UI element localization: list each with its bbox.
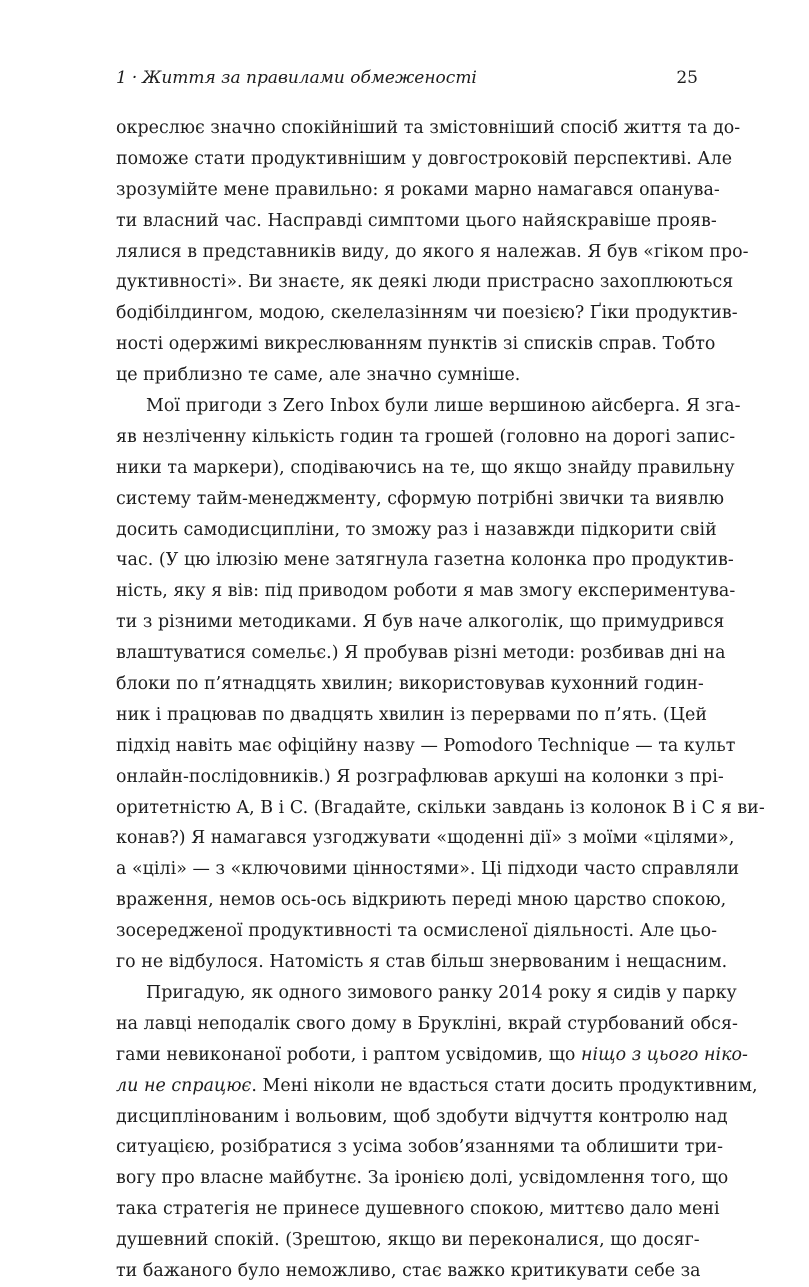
text-line: душевний спокій. (Зрештою, якщо ви переконалися, що досяг- xyxy=(116,1230,700,1251)
chapter-number: 1 xyxy=(116,68,127,88)
text-line: ти власний час. Насправді симптоми цього найяскравіше прояв- xyxy=(116,210,717,231)
text-line: влаштуватися сомельє.) Я пробував різні методи: розбивав дні на xyxy=(116,643,726,664)
text-line: така стратегія не принесе душевного спокою, миттєво дало мені xyxy=(116,1199,720,1220)
text-line: блоки по п’ятнадцять хвилин; використовував кухонний годин- xyxy=(116,674,704,695)
text-line: яв незліченну кількість годин та грошей (головно на дорогі запис- xyxy=(116,426,736,447)
text-line: ники та маркери), сподіваючись на те, що якщо знайду правильну xyxy=(116,457,735,478)
italic-fragment: ли не спрацює xyxy=(116,1075,252,1096)
text-line xyxy=(116,1071,758,1102)
text-line: ність, яку я вів: під приводом роботи я мав змогу експериментува- xyxy=(116,581,736,602)
text-line: дисциплінованим і вольовим, щоб здобути відчуття контролю над xyxy=(116,1106,728,1127)
text-fragment: гами невиконаної роботи, і раптом усвідомив, що xyxy=(116,1044,582,1065)
text-line: вогу про власне майбутнє. За іронією долі, усвідомлення того, що xyxy=(116,1168,729,1189)
text-line: го не відбулося. Натомість я став більш знервованим і нещасним. xyxy=(116,952,728,973)
text-line: зосередженої продуктивності та осмисленої діяльності. Але цьо- xyxy=(116,921,718,942)
text-fragment: . Мені ніколи не вдасться стати досить продуктивним, xyxy=(251,1075,758,1096)
text-line: досить самодисципліни, то зможу раз і назавжди підкорити свій xyxy=(116,519,717,540)
text-line: ситуацією, розібратися з усіма зобов’язаннями та облишити три- xyxy=(116,1137,724,1158)
text-line: ти з різними методиками. Я був наче алкоголік, що примудрився xyxy=(116,612,725,633)
text-line: а «цілі» — з «ключовими цінностями». Ці підходи часто справляли xyxy=(116,859,740,880)
text-line: бодібілдингом, модою, скелелазінням чи поезією? Ґіки продуктив- xyxy=(116,303,738,324)
text-line: ти бажаного було неможливо, стає важко критикувати себе за xyxy=(116,1260,701,1281)
text-line: зрозумійте мене правильно: я роками марно намагався опанува- xyxy=(116,179,720,200)
page-number: 25 xyxy=(676,68,698,88)
text-line xyxy=(116,1040,748,1071)
text-line: час. (У цю ілюзію мене затягнула газетна колонка про продуктив- xyxy=(116,550,734,571)
text-line: дуктивності». Ви знаєте, як деякі люди пристрасно захоплюються xyxy=(116,272,734,293)
body-text xyxy=(116,113,765,1287)
running-head-separator: · xyxy=(131,68,138,88)
text-line: підхід навіть має офіційну назву — Pomodoro Technique — та культ xyxy=(116,735,736,756)
text-line: лялися в представників виду, до якого я належав. Я був «гіком про- xyxy=(116,241,749,262)
text-line: Мої пригоди з Zero Inbox були лише вершиною айсберга. Я зга- xyxy=(146,396,741,417)
italic-fragment: ніщо з цього ніко- xyxy=(581,1044,748,1065)
running-head xyxy=(116,66,698,90)
text-line: на лавці неподалік свого дому в Брукліні, вкрай стурбований обся- xyxy=(116,1013,738,1034)
text-line: ник і працював по двадцять хвилин із перервами по п’ять. (Цей xyxy=(116,704,707,725)
text-line: поможе стати продуктивнішим у довгостроковій перспективі. Але xyxy=(116,148,733,169)
text-line: ності одержимі викреслюванням пунктів зі списків справ. Тобто xyxy=(116,334,716,355)
chapter-title: Життя за правилами обмеженості xyxy=(142,68,477,88)
text-line: Пригадую, як одного зимового ранку 2014 року я сидів у парку xyxy=(146,982,737,1003)
text-line: онлайн-послідовників.) Я розграфлював аркуші на колонки з прі- xyxy=(116,766,724,787)
text-line: систему тайм-менеджменту, сформую потрібні звички та виявлю xyxy=(116,488,725,509)
text-line: конав?) Я намагався узгоджувати «щоденні дії» з моїми «цілями», xyxy=(116,828,735,849)
text-line: оритетністю A, B і C. (Вгадайте, скільки завдань із колонок B і C я ви- xyxy=(116,797,765,818)
text-line: враження, немов ось-ось відкриють переді мною царство спокою, xyxy=(116,890,727,911)
text-line: окреслює значно спокійніший та змістовніший спосіб життя та до- xyxy=(116,118,741,138)
text-line: це приблизно те саме, але значно сумніше. xyxy=(116,365,521,386)
